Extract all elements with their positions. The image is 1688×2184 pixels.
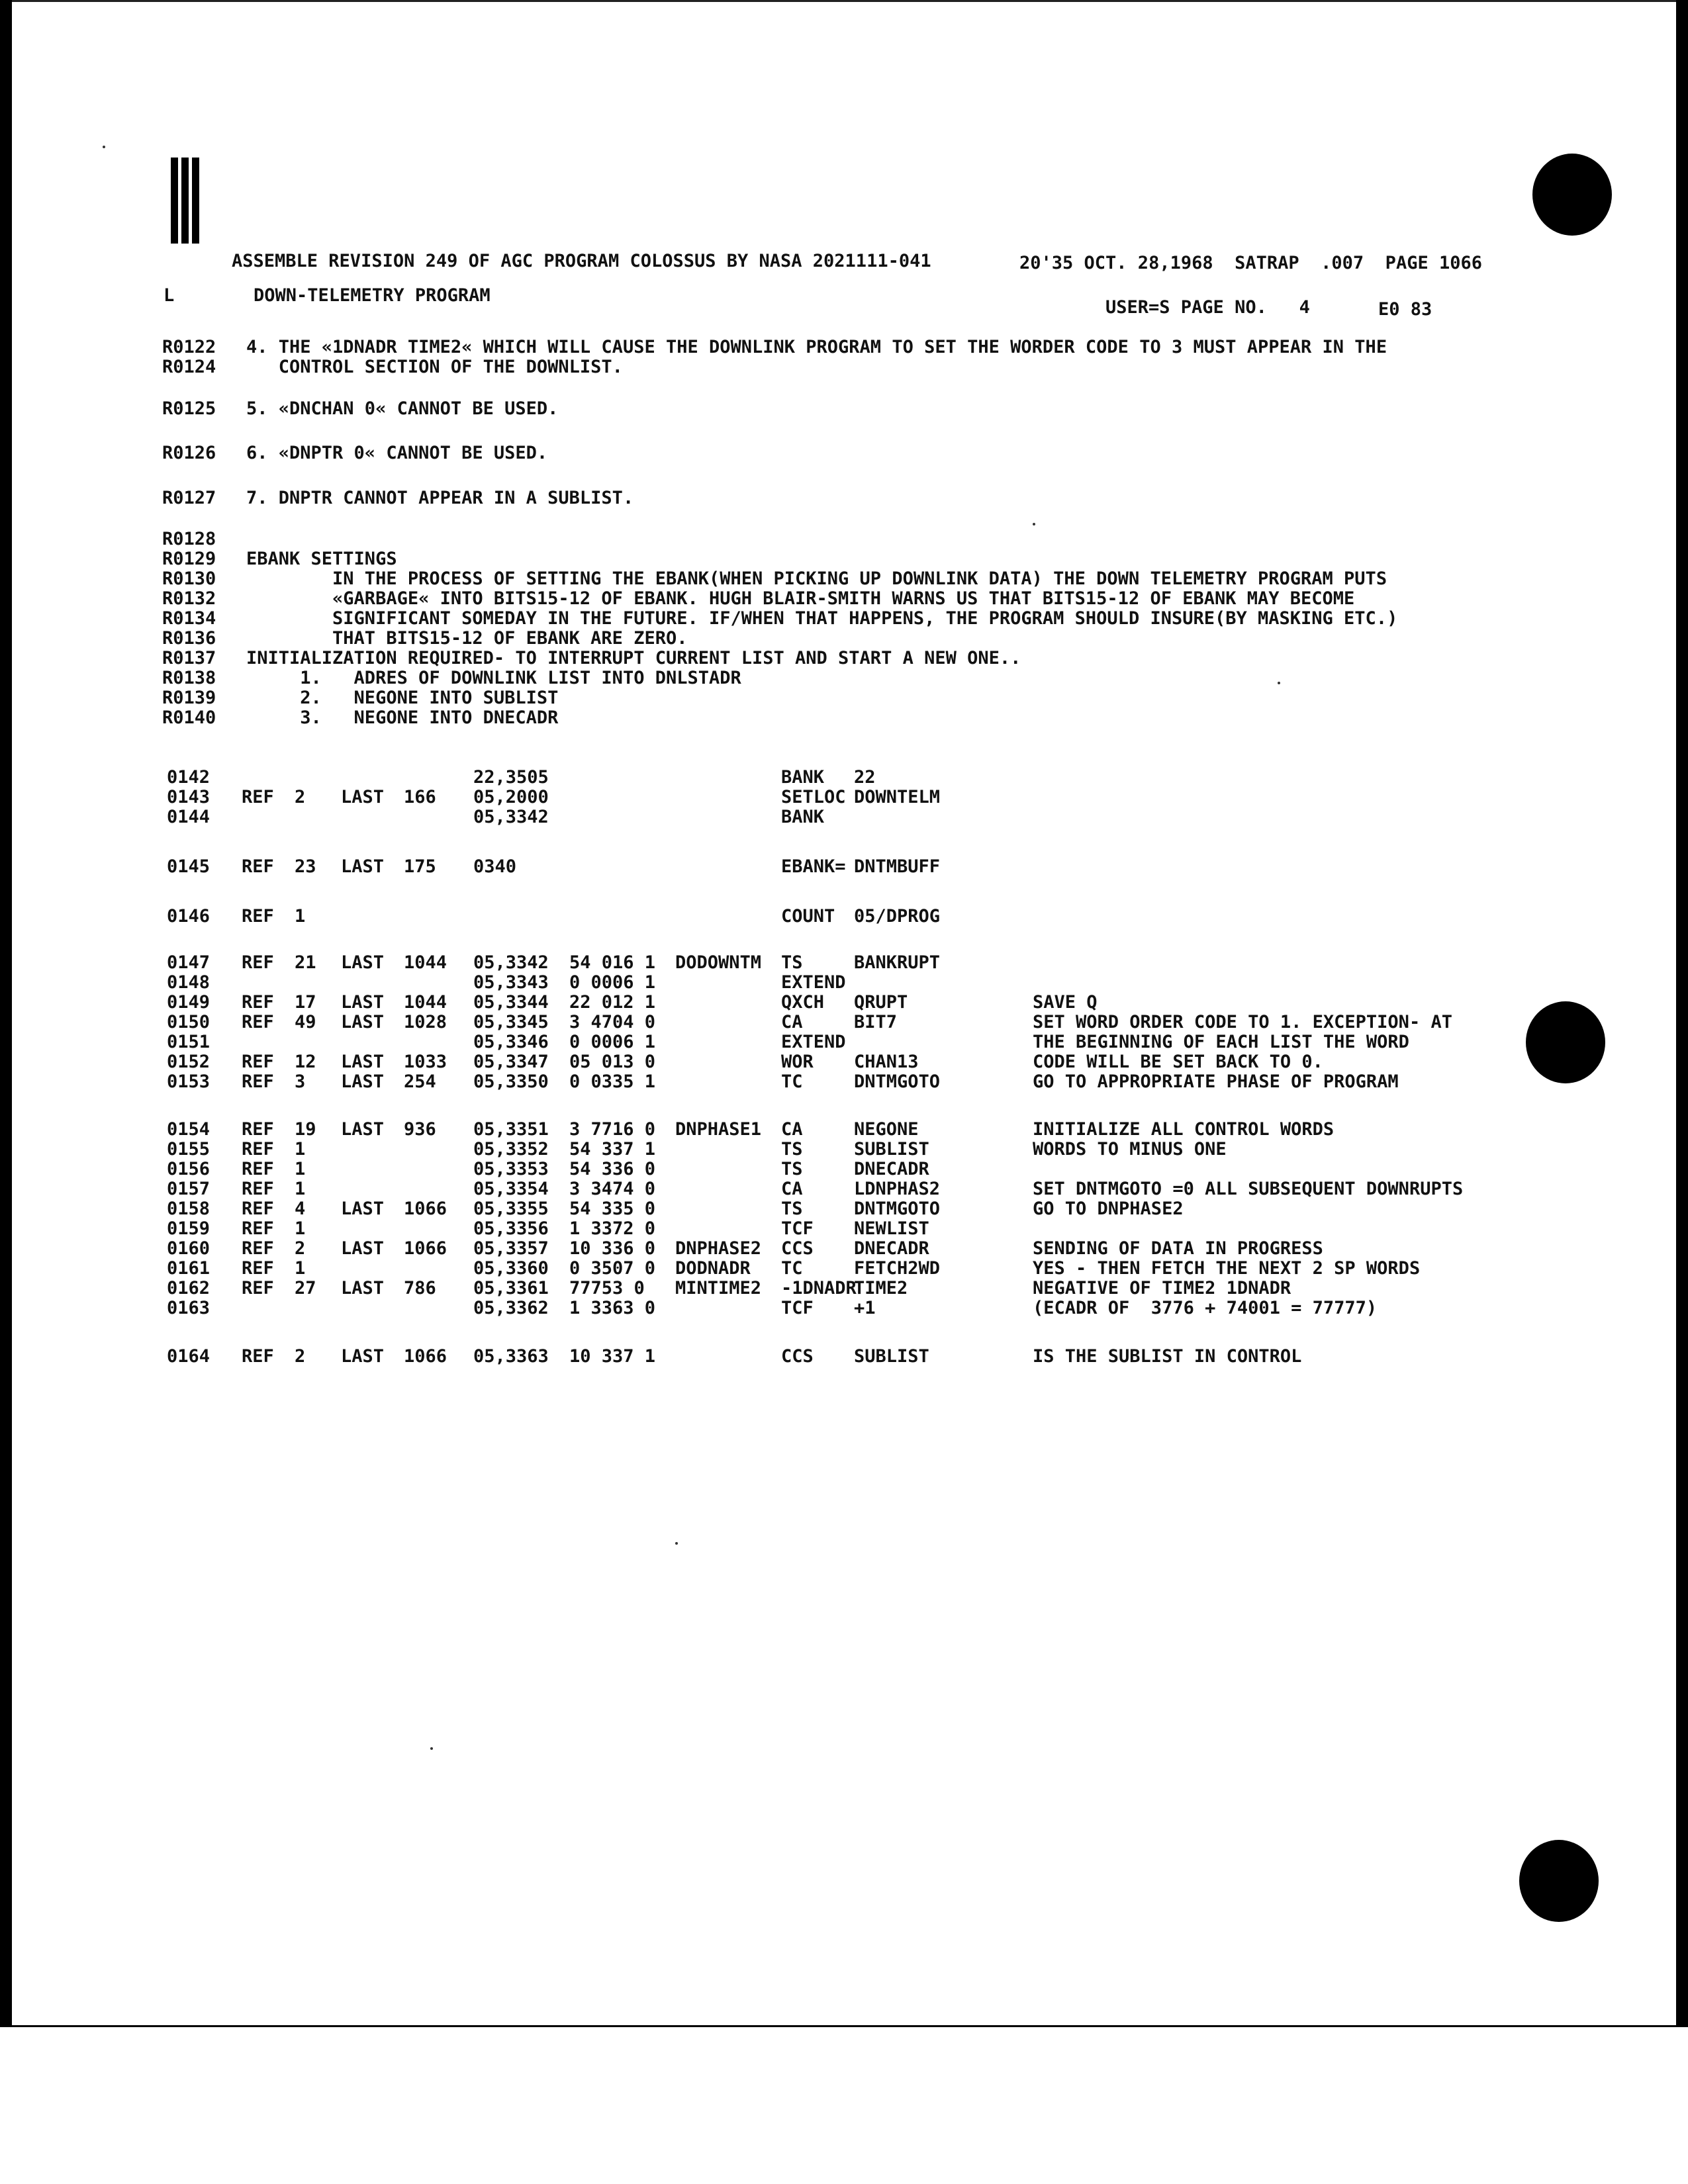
ref-count: 19 <box>295 1119 316 1140</box>
last-number: 1066 <box>404 1199 447 1219</box>
ref-label: REF <box>242 1071 274 1092</box>
code-line-number: 0162 <box>167 1278 211 1298</box>
code-line-number: 0151 <box>167 1032 211 1052</box>
address: 05,3342 <box>473 807 549 827</box>
address: 05,3347 <box>473 1052 549 1072</box>
note-text: SIGNIFICANT SOMEDAY IN THE FUTURE. IF/WHEN THAT HAPPENS, THE PROGRAM SHOULD INSURE(BY MASKING ETC.) <box>246 608 1398 629</box>
code-line-number: 0156 <box>167 1159 211 1179</box>
octal-word: 54 336 0 <box>569 1159 656 1179</box>
code-comment: GO TO APPROPRIATE PHASE OF PROGRAM <box>1033 1071 1399 1092</box>
address: 05,3346 <box>473 1032 549 1052</box>
operand: QRUPT <box>854 992 908 1013</box>
octal-word: 0 0335 1 <box>569 1071 656 1092</box>
page-top-edge <box>0 0 1688 14</box>
code-line-number: 0150 <box>167 1012 211 1032</box>
operand: BANKRUPT <box>854 952 941 973</box>
note-text: 5. «DNCHAN 0« CANNOT BE USED. <box>246 398 559 419</box>
code-comment: GO TO DNPHASE2 <box>1033 1199 1184 1219</box>
operand: SUBLIST <box>854 1139 929 1160</box>
code-line-number: 0143 <box>167 787 211 807</box>
opcode: TS <box>781 1159 803 1179</box>
ref-label: REF <box>242 952 274 973</box>
punch-hole-top <box>1532 154 1612 236</box>
ref-label: REF <box>242 1278 274 1298</box>
ref-label: REF <box>242 1119 274 1140</box>
last-number: 254 <box>404 1071 436 1092</box>
ref-count: 1 <box>295 1258 306 1279</box>
code-line-number: 0149 <box>167 992 211 1013</box>
ref-count: 4 <box>295 1199 306 1219</box>
note-text: 4. THE «1DNADR TIME2« WHICH WILL CAUSE THE DOWNLINK PROGRAM TO SET THE WORDER CODE TO 3 MUST APPEAR IN THE <box>246 337 1387 357</box>
last-label: LAST <box>341 856 385 877</box>
octal-word: 0 3507 0 <box>569 1258 656 1279</box>
page-bottom-edge <box>0 2025 1688 2027</box>
operand: NEGONE <box>854 1119 919 1140</box>
ref-label: REF <box>242 1179 274 1199</box>
note-line-number: R0124 <box>162 357 216 377</box>
ref-label: REF <box>242 1012 274 1032</box>
last-number: 175 <box>404 856 436 877</box>
code-comment: IS THE SUBLIST IN CONTROL <box>1033 1346 1302 1367</box>
code-line-number: 0144 <box>167 807 211 827</box>
opcode: TS <box>781 1139 803 1160</box>
octal-word: 05 013 0 <box>569 1052 656 1072</box>
operand: LDNPHAS2 <box>854 1179 941 1199</box>
address: 05,3356 <box>473 1218 549 1239</box>
address: 05,3352 <box>473 1139 549 1160</box>
symbol-label: DODNADR <box>675 1258 751 1279</box>
ref-label: REF <box>242 1052 274 1072</box>
operand: NEWLIST <box>854 1218 929 1239</box>
ref-label: REF <box>242 1218 274 1239</box>
last-number: 1033 <box>404 1052 447 1072</box>
last-label: LAST <box>341 1238 385 1259</box>
scan-speck <box>430 1747 433 1750</box>
octal-word: 0 0006 1 <box>569 972 656 993</box>
note-line-number: R0128 <box>162 529 216 549</box>
address: 05,3360 <box>473 1258 549 1279</box>
symbol-label: DODOWNTM <box>675 952 762 973</box>
scan-right-border <box>1676 0 1688 2027</box>
note-text: 2. NEGONE INTO SUBLIST <box>246 688 559 708</box>
operand: TIME2 <box>854 1278 908 1298</box>
last-label: LAST <box>341 1199 385 1219</box>
opcode: TC <box>781 1258 803 1279</box>
ref-count: 2 <box>295 1346 306 1367</box>
note-line-number: R0136 <box>162 628 216 649</box>
page-code: E0 83 <box>1378 299 1432 320</box>
ref-label: REF <box>242 1199 274 1219</box>
ref-label: REF <box>242 906 274 927</box>
ref-label: REF <box>242 1159 274 1179</box>
code-comment: THE BEGINNING OF EACH LIST THE WORD <box>1033 1032 1409 1052</box>
code-comment: NEGATIVE OF TIME2 1DNADR <box>1033 1278 1291 1298</box>
ref-count: 21 <box>295 952 316 973</box>
opcode: TC <box>781 1071 803 1092</box>
punch-hole-bottom <box>1519 1840 1599 1922</box>
note-text: CONTROL SECTION OF THE DOWNLIST. <box>246 357 623 377</box>
note-text: INITIALIZATION REQUIRED- TO INTERRUPT CURRENT LIST AND START A NEW ONE.. <box>246 648 1021 668</box>
ref-count: 27 <box>295 1278 316 1298</box>
code-line-number: 0164 <box>167 1346 211 1367</box>
opcode: CCS <box>781 1346 814 1367</box>
ref-label: REF <box>242 992 274 1013</box>
symbol-label: DNPHASE2 <box>675 1238 762 1259</box>
operand: SUBLIST <box>854 1346 929 1367</box>
ref-count: 2 <box>295 787 306 807</box>
ref-label: REF <box>242 1238 274 1259</box>
octal-word: 22 012 1 <box>569 992 656 1013</box>
note-line-number: R0130 <box>162 569 216 589</box>
code-line-number: 0145 <box>167 856 211 877</box>
code-comment: SET WORD ORDER CODE TO 1. EXCEPTION- AT <box>1033 1012 1452 1032</box>
code-line-number: 0157 <box>167 1179 211 1199</box>
scan-speck <box>675 1542 678 1545</box>
last-label: LAST <box>341 1346 385 1367</box>
opcode: EXTEND <box>781 972 846 993</box>
note-text: 1. ADRES OF DOWNLINK LIST INTO DNLSTADR <box>246 668 741 688</box>
last-number: 1028 <box>404 1012 447 1032</box>
operand: DOWNTELM <box>854 787 941 807</box>
section-title: DOWN-TELEMETRY PROGRAM <box>254 285 491 306</box>
code-line-number: 0155 <box>167 1139 211 1160</box>
octal-word: 1 3372 0 <box>569 1218 656 1239</box>
ref-label: REF <box>242 1258 274 1279</box>
ref-count: 17 <box>295 992 316 1013</box>
operand: DNTMGOTO <box>854 1071 941 1092</box>
address: 05,3342 <box>473 952 549 973</box>
ref-label: REF <box>242 787 274 807</box>
last-label: LAST <box>341 952 385 973</box>
octal-word: 1 3363 0 <box>569 1298 656 1318</box>
octal-word: 10 337 1 <box>569 1346 656 1367</box>
octal-word: 3 3474 0 <box>569 1179 656 1199</box>
scan-speck <box>103 146 105 148</box>
opcode: SETLOC <box>781 787 846 807</box>
code-comment: INITIALIZE ALL CONTROL WORDS <box>1033 1119 1335 1140</box>
operand: 05/DPROG <box>854 906 941 927</box>
code-comment: (ECADR OF 3776 + 74001 = 77777) <box>1033 1298 1378 1318</box>
opcode: CCS <box>781 1238 814 1259</box>
octal-word: 3 4704 0 <box>569 1012 656 1032</box>
opcode: QXCH <box>781 992 825 1013</box>
last-label: LAST <box>341 787 385 807</box>
address: 05,3357 <box>473 1238 549 1259</box>
operand: +1 <box>854 1298 876 1318</box>
opcode: CA <box>781 1012 803 1032</box>
printer-registration-marks <box>171 158 203 246</box>
symbol-label: DNPHASE1 <box>675 1119 762 1140</box>
code-line-number: 0146 <box>167 906 211 927</box>
note-text: THAT BITS15-12 OF EBANK ARE ZERO. <box>246 628 688 649</box>
symbol-label: MINTIME2 <box>675 1278 762 1298</box>
code-comment: CODE WILL BE SET BACK TO 0. <box>1033 1052 1323 1072</box>
address: 0340 <box>473 856 517 877</box>
code-comment: SET DNTMGOTO =0 ALL SUBSEQUENT DOWNRUPTS <box>1033 1179 1464 1199</box>
note-text: IN THE PROCESS OF SETTING THE EBANK(WHEN PICKING UP DOWNLINK DATA) THE DOWN TELEMETRY PROGRAM PUTS <box>246 569 1387 589</box>
last-label: LAST <box>341 1278 385 1298</box>
opcode: TCF <box>781 1218 814 1239</box>
ref-label: REF <box>242 1139 274 1160</box>
ref-count: 1 <box>295 1218 306 1239</box>
last-label: LAST <box>341 1071 385 1092</box>
scan-left-border <box>0 0 12 2027</box>
opcode: CA <box>781 1119 803 1140</box>
opcode: EXTEND <box>781 1032 846 1052</box>
code-line-number: 0152 <box>167 1052 211 1072</box>
ref-count: 1 <box>295 906 306 927</box>
operand: CHAN13 <box>854 1052 919 1072</box>
note-line-number: R0138 <box>162 668 216 688</box>
last-label: LAST <box>341 992 385 1013</box>
address: 05,3354 <box>473 1179 549 1199</box>
code-line-number: 0163 <box>167 1298 211 1318</box>
code-line-number: 0148 <box>167 972 211 993</box>
last-label: LAST <box>341 1119 385 1140</box>
note-text: 6. «DNPTR 0« CANNOT BE USED. <box>246 443 548 463</box>
opcode: -1DNADR <box>781 1278 857 1298</box>
address: 05,3350 <box>473 1071 549 1092</box>
operand: DNTMGOTO <box>854 1199 941 1219</box>
last-label: LAST <box>341 1012 385 1032</box>
code-line-number: 0153 <box>167 1071 211 1092</box>
code-line-number: 0160 <box>167 1238 211 1259</box>
last-number: 1066 <box>404 1346 447 1367</box>
note-line-number: R0129 <box>162 549 216 569</box>
last-number: 936 <box>404 1119 436 1140</box>
octal-word: 10 336 0 <box>569 1238 656 1259</box>
code-line-number: 0154 <box>167 1119 211 1140</box>
ref-count: 23 <box>295 856 316 877</box>
opcode: EBANK= <box>781 856 846 877</box>
date-page-header: 20'35 OCT. 28,1968 SATRAP .007 PAGE 1066 <box>1019 253 1482 273</box>
code-comment: SENDING OF DATA IN PROGRESS <box>1033 1238 1323 1259</box>
note-line-number: R0140 <box>162 707 216 728</box>
users-page-number: USER=S PAGE NO. 4 <box>1105 297 1310 318</box>
last-number: 1044 <box>404 992 447 1013</box>
note-line-number: R0125 <box>162 398 216 419</box>
code-comment: YES - THEN FETCH THE NEXT 2 SP WORDS <box>1033 1258 1421 1279</box>
octal-word: 54 016 1 <box>569 952 656 973</box>
punch-hole-middle <box>1526 1001 1605 1083</box>
operand: 22 <box>854 767 876 788</box>
ref-label: REF <box>242 1346 274 1367</box>
code-line-number: 0147 <box>167 952 211 973</box>
address: 05,3361 <box>473 1278 549 1298</box>
note-line-number: R0122 <box>162 337 216 357</box>
note-text: 3. NEGONE INTO DNECADR <box>246 707 559 728</box>
operand: BIT7 <box>854 1012 898 1032</box>
note-line-number: R0132 <box>162 588 216 609</box>
opcode: COUNT <box>781 906 835 927</box>
note-text: «GARBAGE« INTO BITS15-12 OF EBANK. HUGH BLAIR-SMITH WARNS US THAT BITS15-12 OF EBANK MAY BECOME <box>246 588 1355 609</box>
address: 05,3355 <box>473 1199 549 1219</box>
ref-label: REF <box>242 856 274 877</box>
opcode: CA <box>781 1179 803 1199</box>
code-line-number: 0158 <box>167 1199 211 1219</box>
code-line-number: 0161 <box>167 1258 211 1279</box>
note-line-number: R0126 <box>162 443 216 463</box>
last-number: 786 <box>404 1278 436 1298</box>
operand: DNECADR <box>854 1238 929 1259</box>
ref-count: 1 <box>295 1159 306 1179</box>
code-comment: WORDS TO MINUS ONE <box>1033 1139 1227 1160</box>
operand: DNTMBUFF <box>854 856 941 877</box>
last-number: 1066 <box>404 1238 447 1259</box>
address: 05,3344 <box>473 992 549 1013</box>
ref-count: 3 <box>295 1071 306 1092</box>
opcode: TS <box>781 952 803 973</box>
octal-word: 0 0006 1 <box>569 1032 656 1052</box>
opcode: TCF <box>781 1298 814 1318</box>
listing-marker: L <box>164 285 175 306</box>
opcode: TS <box>781 1199 803 1219</box>
address: 22,3505 <box>473 767 549 788</box>
address: 05,3343 <box>473 972 549 993</box>
assembly-header: ASSEMBLE REVISION 249 OF AGC PROGRAM COLOSSUS BY NASA 2021111-041 <box>232 251 931 271</box>
last-label: LAST <box>341 1052 385 1072</box>
scan-speck <box>1033 523 1035 525</box>
note-text: EBANK SETTINGS <box>246 549 397 569</box>
opcode: WOR <box>781 1052 814 1072</box>
address: 05,3351 <box>473 1119 549 1140</box>
octal-word: 54 337 1 <box>569 1139 656 1160</box>
note-line-number: R0134 <box>162 608 216 629</box>
note-line-number: R0127 <box>162 488 216 508</box>
octal-word: 77753 0 <box>569 1278 645 1298</box>
code-comment: SAVE Q <box>1033 992 1098 1013</box>
address: 05,2000 <box>473 787 549 807</box>
last-number: 1044 <box>404 952 447 973</box>
code-line-number: 0142 <box>167 767 211 788</box>
note-text: 7. DNPTR CANNOT APPEAR IN A SUBLIST. <box>246 488 634 508</box>
ref-count: 49 <box>295 1012 316 1032</box>
ref-count: 2 <box>295 1238 306 1259</box>
operand: DNECADR <box>854 1159 929 1179</box>
address: 05,3353 <box>473 1159 549 1179</box>
scan-speck <box>1278 682 1280 684</box>
address: 05,3363 <box>473 1346 549 1367</box>
ref-count: 1 <box>295 1179 306 1199</box>
last-number: 166 <box>404 787 436 807</box>
ref-count: 1 <box>295 1139 306 1160</box>
note-line-number: R0137 <box>162 648 216 668</box>
opcode: BANK <box>781 767 825 788</box>
address: 05,3345 <box>473 1012 549 1032</box>
ref-count: 12 <box>295 1052 316 1072</box>
operand: FETCH2WD <box>854 1258 941 1279</box>
opcode: BANK <box>781 807 825 827</box>
address: 05,3362 <box>473 1298 549 1318</box>
octal-word: 54 335 0 <box>569 1199 656 1219</box>
note-line-number: R0139 <box>162 688 216 708</box>
code-line-number: 0159 <box>167 1218 211 1239</box>
octal-word: 3 7716 0 <box>569 1119 656 1140</box>
